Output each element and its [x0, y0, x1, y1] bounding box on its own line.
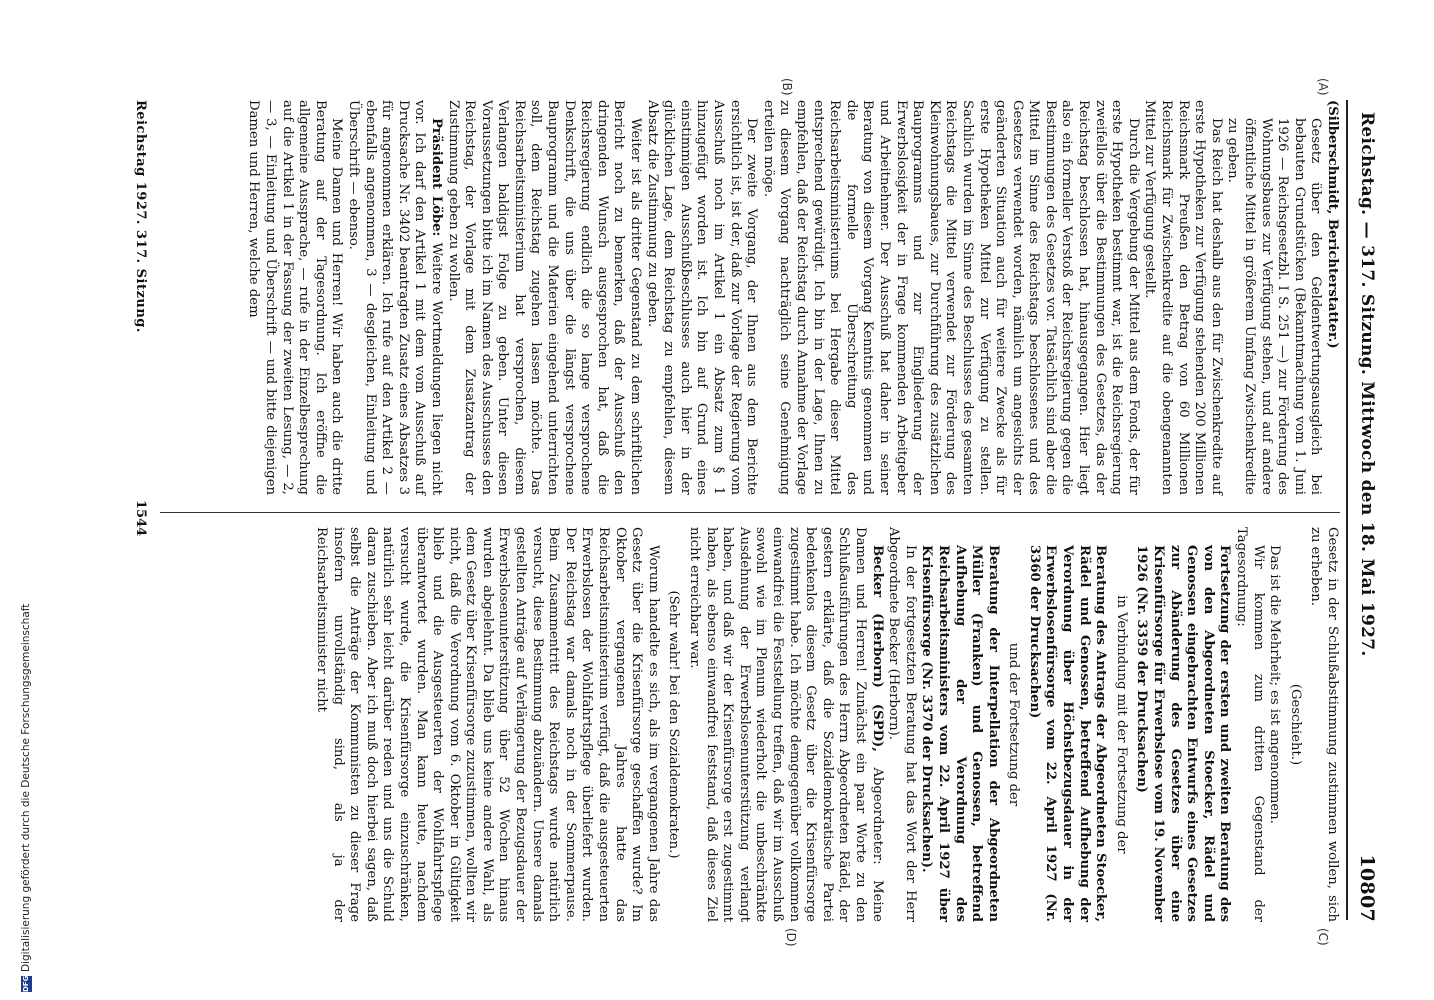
column-divider [160, 512, 1340, 513]
paragraph: In der fortgesetzten Beratung hat das Wort der Herr Abgeordnete Becker (Herborn). [886, 527, 918, 922]
funding-credit-strip [2, 0, 32, 1000]
left-text-column [160, 100, 1340, 495]
paragraph: Weiter ist als dritter Gegenstand zu dem schriftlichen Bericht noch zu bemerken, daß der Ausschuß den dringenden Wunsch ausgesprochen hat, daß die Reichsregierung endlich die so lange versprochene Denkschrift, die uns über die längst versprochene Bauprogramm und die Materien eingehend unterrichten soll, dem Reichstag zugehen lassen möchte. Das Reichsarbeitsministerium hat versprochen, diesem Verlangen baldigst Folge zu geben. Unter diesen Voraussetzungen bitte ich im Namen des Ausschusses den Reichstag, der Vorlage mit dem Zusatzantrag der Zustimmung geben zu wollen. [445, 100, 644, 495]
header-rule [1346, 100, 1348, 920]
speaker-paragraph [685, 527, 884, 922]
margin-marker-d: (D) [784, 928, 798, 947]
agenda-connector: und der Fortsetzung der [1006, 642, 1022, 807]
page-number: 10807 [1356, 854, 1378, 922]
paragraph: Durch die Vergebung der Mittel aus dem Fonds, der für erste Hypotheken bestimmt war, ist die Reichsregierung zweifellos über die Bestimmungen des Gesetzes, das der Reichstag beschlossen hat, hinausgegangen. Hier liegt also ein formeller Verstoß der Reichsregierung gegen die Bestimmungen des Gesetzes vor. Tatsächlich sind aber die Mittel im Sinne des Reichstags beschlossenes und des Gesetzes verwendet worden, nämlich um angesichts der geänderten Situation auch für weitere Zwecke als für erste Hypotheken Mittel zur Verfügung zu stellen. Sachlich wurden im Sinne des Beschlusses des gesamten Reichstags die Mittel verwendet zur Förderung des Kleinwohnungsbaues, zur Durchführung des zusätzlichen Bauprogramms und zur Eingliederung der Erwerbslosigkeit der in Frage kommenden Arbeitgeber und Arbeitnehmer. Der Ausschuß hat daher in seiner Beratung von diesem Vorgang Kenntnis genommen und die formelle Überschreitung des Reichsarbeitsministeriums bei Hergabe dieser Mittel entsprechend gewürdigt. Ich bin in der Lage, Ihnen zu empfehlen, daß der Reichstag durch Annahme der Vorlage zu diesem Vorgang nachträglich seine Genehmigung erteilen möge. [760, 100, 1141, 495]
paragraph: Der zweite Vorgang, der Ihnen aus dem Berichte ersichtlich ist, ist der, daß zur Vorlage der Regierung vom Ausschuß noch im Artikel 1 ein Absatz zum § 1 hinzugefügt worden ist. Ich bin auf Grund eines einstimmigen Ausschußbeschlusses auch hier in der glücklichen Lage, dem Reichstag zu empfehlen, diesem Absatz die Zustimmung zu geben. [644, 100, 760, 495]
footer-folio: 1544 [133, 500, 148, 537]
paragraph: Gesetz in der Schlußabstimmung zustimmen wollen, sich zu erheben. [1308, 527, 1340, 922]
stage-direction: (Sehr wahr! bei den Sozialdemokraten.) [666, 590, 682, 859]
footer-session: Reichstag 1927. 317. Sitzung. [133, 100, 148, 333]
right-text-column [160, 527, 1340, 922]
margin-marker-b: (B) [780, 78, 794, 96]
credit-text: Digitalisierung gefördert durch die Deutsche Forschungsgemeinschaft [20, 603, 32, 972]
agenda-item: Beratung der Interpellation der Abgeordneten Müller (Franken) und Genossen, betreffend Aufhebung der Verordnung des Reichsarbeitsministers vom 22. April 1927 über Krisenfürsorge (Nr. 3370 der Drucksachen). [919, 545, 1001, 922]
dfg-logo: DFG [21, 975, 30, 992]
paragraph-text: Weitere Wortmeldungen liegen nicht vor. Ich darf den Artikel 1 mit dem vom Ausschuß auf Drucksache Nr. 3402 beantragten Zusatz eines Absatzes 3 für angenommen erklären. Ich rufe auf den Artikel 2 — ebenfalls angenommen, 3 — desgleichen, Einleitung und Überschrift — ebenso. [345, 100, 444, 495]
speaker-name: Becker (Herborn) (SPD), [869, 545, 885, 752]
header-title: Reichstag. — 317. Sitzung. Mittwoch den 18. Mai 1927. [1357, 112, 1377, 657]
speaker-intro: (Silberschmidt, Berichterstatter.) [1325, 100, 1340, 349]
agenda-item: Beratung des Antrags der Abgeordneten Stoecker, Rädel und Genossen, betreffend Aufhebung der Verordnung über Höchstbezugsdauer in der Erwerbslosenfürsorge vom 22. April 1927 (Nr. 3360 der Drucksachen) [1026, 545, 1109, 922]
paragraph: Das ist die Mehrheit; es ist angenommen. [1267, 545, 1283, 824]
paragraph: Wir kommen zum dritten Gegenstand der Tagesordnung: [1234, 527, 1266, 922]
paragraph-text: Abgeordneter: Meine Damen und Herren! Zunächst ein paar Worte zu den Schlußausführungen des Herrn Abgeordneten Rädel, der gestern erklärte, daß die Sozialdemokratische Partei bedenkenlos diesem Gesetz über die Krisenfürsorge zugestimmt habe. Ich möchte demgegenüber vollkommen einwandfrei die Feststellung treffen, daß wir im Ausschuß sowohl wie im Plenum wiederholt die unbeschränkte Ausdehnung der Erwerbslosenunterstützung verlangt haben, und daß wir der Krisenfürsorge erst zugestimmt haben, als ebenso einwandfrei feststand, daß dieses Ziel nicht erreichbar war. [687, 527, 885, 922]
agenda-connector: in Verbindung mit der Fortsetzung der [1113, 595, 1129, 854]
paragraph: Meine Damen und Herren! Wir haben auch die dritte Beratung auf der Tagesordnung. Ich eröffne die allgemeine Aussprache, — rufe in der Einzelbesprechung auf die Artikel 1 in der Fassung der zweiten Lesung, — 2, — 3, — Einleitung und Überschrift — und bitte diejenigen Damen und Herren, welche dem [246, 100, 345, 495]
running-header [1352, 112, 1382, 922]
paragraph: Das Reich hat deshalb aus den für Zwischenkredite auf erste Hypotheken zur Verfügung stehenden 200 Millionen Reichsmark Preußen den Betrag von 60 Millionen Reichsmark für Zwischenkredite auf die obengenannten Mittel zur Verfügung gestellt. [1142, 100, 1224, 495]
stage-direction: (Geschieht.) [1287, 683, 1303, 766]
margin-marker-a: (A) [1316, 78, 1330, 96]
agenda-item: Fortsetzung der ersten und zweiten Beratung des von den Abgeordneten Stoecker, Rädel und Genossen eingebrachten Entwurfs eines Gesetzes zur Abänderung des Gesetzes über eine Krisenfürsorge für Erwerbslose vom 19. November 1926 (Nr. 3359 der Drucksachen) [1134, 545, 1233, 922]
paragraph: Worum handelte es sich, als im vergangenen Jahre das Gesetz über die Krisenfürsorge geschaffen wurde? Im Oktober vergangenen Jahres hatte das Reichsarbeitsministerium verfügt, daß die ausgesteuerten Erwerbslosen der Wohlfahrtspflege überliefert wurden. Der Reichstag war damals noch in der Sommerpause. Beim Zusammentritt des Reichstags wurde natürlich versucht, diese Bestimmung abzuändern. Unsere damals gestellten Anträge auf Verlängerung der Bezugsdauer der Erwerbslosenunterstützung über 52 Wochen hinaus wurden abgelehnt. Da blieb uns keine andere Wahl, als dem Gesetz über Krisenfürsorge zuzustimmen, wollten wir nicht, daß die Verordnung vom 6. Oktober in Gültigkeit blieb und die Ausgesteuerten der Wohlfahrtspflege überantwortet wurden. Man kann heute, nachdem versucht wurde, die Krisenfürsorge einzuschränken, natürlich sehr leicht darüber reden und uns die Schuld daran zuschieben. Aber ich muß doch hierbei sagen, daß selbst die Anträge der Kommunisten zu dieser Frage insofern unvollständig sind, als ja der Reichsarbeitsminister nicht [313, 527, 661, 922]
paragraph: Gesetz über den Geldentwertungsausgleich bei bebauten Grundstücken (Bekanntmachung vom 1. Juni 1926 — Reichsgesetzbl. I S. 251 —) zur Förderung des Wohnungsbaues zur Verfügung stehen, und auf andere öffentliche Mittel in größerem Umfang Zwischenkredite zu geben. [1225, 118, 1324, 495]
margin-marker-c: (C) [1316, 928, 1330, 946]
president-paragraph [344, 100, 444, 495]
speaker-name: Präsident Löbe: [428, 118, 444, 237]
